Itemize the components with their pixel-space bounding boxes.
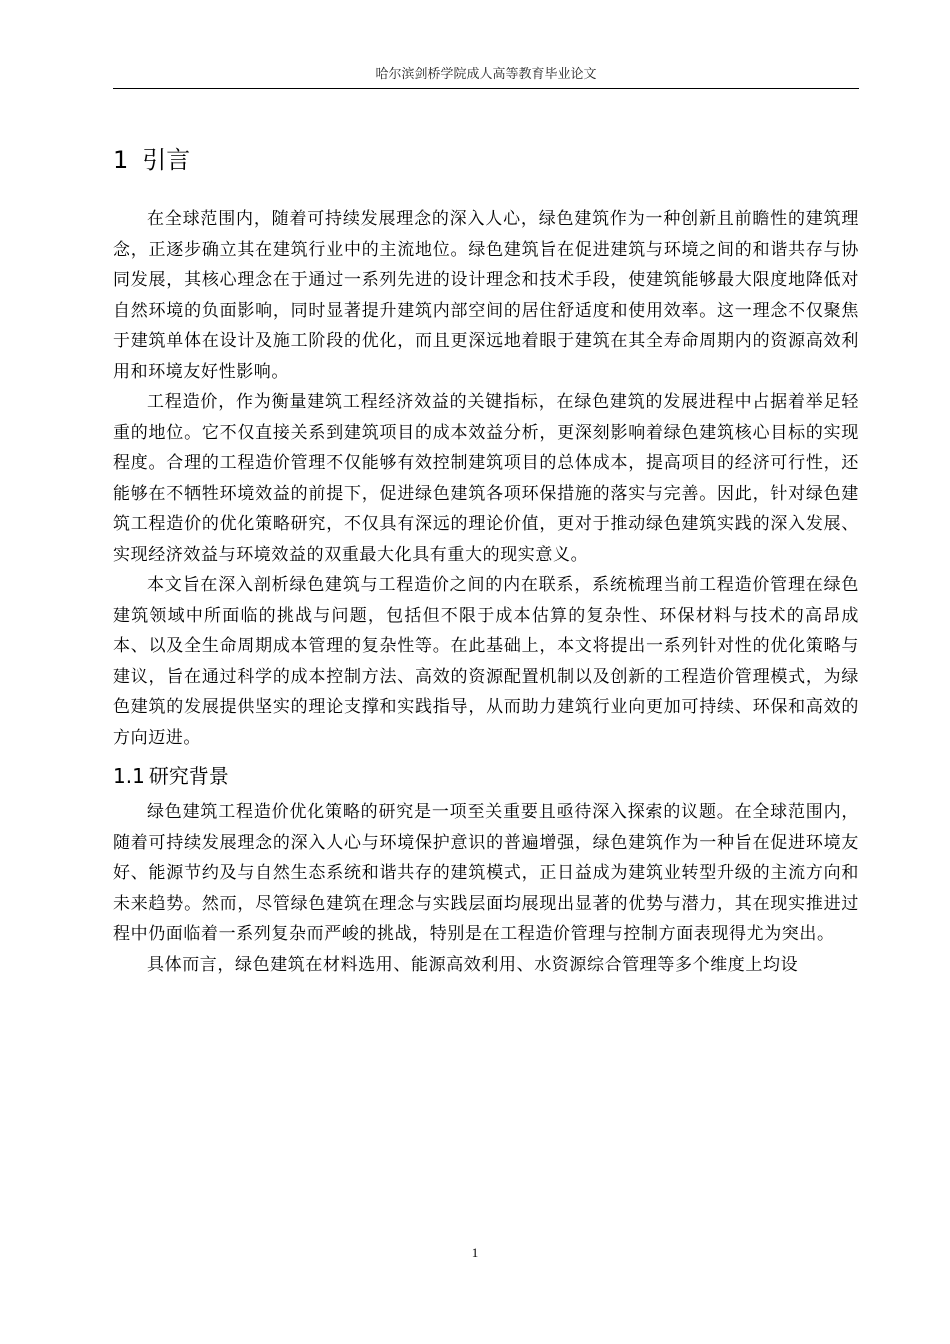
section-number: 1	[113, 146, 129, 174]
header-title: 哈尔滨剑桥学院成人高等教育毕业论文	[375, 67, 597, 82]
page-body	[113, 140, 859, 980]
paragraph: 本文旨在深入剖析绿色建筑与工程造价之间的内在联系，系统梳理当前工程造价管理在绿色建筑领域中所面临的挑战与问题，包括但不限于成本估算的复杂性、环保材料与技术的高昂成本、以及全生命周期成本管理的复杂性等。在此基础上，本文将提出一系列针对性的优化策略与建议，旨在通过科学的成本控制方法、高效的资源配置机制以及创新的工程造价管理模式，为绿色建筑的发展提供坚实的理论支撑和实践指导，从而助力建筑行业向更加可持续、环保和高效的方向迈进。	[113, 575, 859, 748]
subsection-number: 1.1	[113, 764, 145, 788]
subsection-title: 研究背景	[148, 764, 229, 788]
page-number: 1	[471, 1245, 479, 1260]
paragraph: 在全球范围内，随着可持续发展理念的深入人心，绿色建筑作为一种创新且前瞻性的建筑理念，正逐步确立其在建筑行业中的主流地位。绿色建筑旨在促进建筑与环境之间的和谐共存与协同发展，其核心理念在于通过一系列先进的设计理念和技术手段，使建筑能够最大限度地降低对自然环境的负面影响，同时显著提升建筑内部空间的居住舒适度和使用效率。这一理念不仅聚焦于建筑单体在设计及施工阶段的优化，而且更深远地着眼于建筑在其全寿命周期内的资源高效利用和环境友好性影响。	[113, 209, 859, 382]
paragraph: 具体而言，绿色建筑在材料选用、能源高效利用、水资源综合管理等多个维度上均设	[147, 954, 799, 975]
paragraph: 绿色建筑工程造价优化策略的研究是一项至关重要且亟待深入探索的议题。在全球范围内，随着可持续发展理念的深入人心与环境保护意识的普遍增强，绿色建筑作为一种旨在促进环境友好、能源节约及与自然生态系统和谐共存的建筑模式，正日益成为建筑业转型升级的主流方向和未来趋势。然而，尽管绿色建筑在理念与实践层面均展现出显著的优势与潜力，其在现实推进过程中仍面临着一系列复杂而严峻的挑战，特别是在工程造价管理与控制方面表现得尤为突出。	[113, 802, 859, 944]
page-header	[113, 64, 859, 89]
section-title: 引言	[142, 146, 191, 174]
section-heading-1	[113, 140, 859, 180]
section-heading-1-1	[113, 759, 859, 793]
paragraph: 工程造价，作为衡量建筑工程经济效益的关键指标，在绿色建筑的发展进程中占据着举足轻重的地位。它不仅直接关系到建筑项目的成本效益分析，更深刻影响着绿色建筑核心目标的实现程度。合理的工程造价管理不仅能够有效控制建筑项目的总体成本，提高项目的经济可行性，还能够在不牺牲环境效益的前提下，促进绿色建筑各项环保措施的落实与完善。因此，针对绿色建筑工程造价的优化策略研究，不仅具有深远的理论价值，更对于推动绿色建筑实践的深入发展、实现经济效益与环境效益的双重最大化具有重大的现实意义。	[113, 392, 859, 565]
